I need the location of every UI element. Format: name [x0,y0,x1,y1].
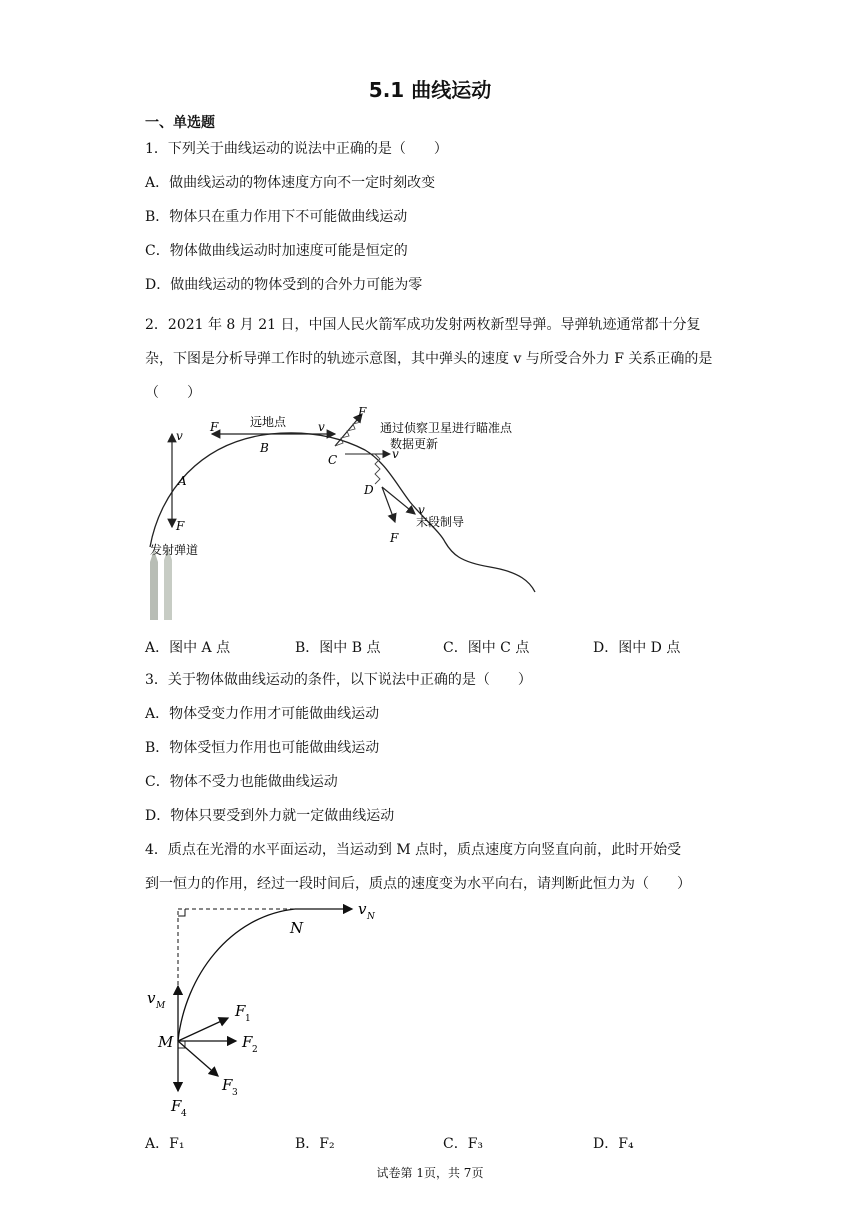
label-launch: 发射弹道 [150,543,199,557]
q3-option-b: B．物体受恒力作用也可能做曲线运动 [145,740,380,756]
label-d: D [364,483,374,497]
section-heading: 一、单选题 [145,115,215,131]
label-f-b: F [210,420,219,434]
label-vn: v [358,900,367,918]
label-f2: F [242,1033,253,1051]
label-n: N [290,919,304,937]
q4-option-a: A．F₁ [145,1136,185,1152]
label-terminal: 末段制导 [416,515,465,529]
missile-trajectory-figure [140,402,540,627]
label-v-d: v [418,503,425,517]
q2-option-a: A．图中 A 点 [145,640,231,656]
q1-option-b: B．物体只在重力作用下不可能做曲线运动 [145,209,408,225]
q3-option-a: A．物体受变力作用才可能做曲线运动 [145,706,380,722]
q4-option-c: C．F₃ [443,1136,484,1152]
label-f4-sub: 4 [181,1109,187,1119]
label-f-a: F [176,519,185,533]
label-v-b: v [318,420,325,434]
q1-option-a: A．做曲线运动的物体速度方向不一定时刻改变 [145,175,436,191]
q3-option-c: C．物体不受力也能做曲线运动 [145,774,338,790]
q4-stem-line1: 4．质点在光滑的水平面运动，当运动到 M 点时，质点速度方向竖直向前，此时开始受 [145,842,682,858]
q4-option-b: B．F₂ [295,1136,335,1152]
label-b: B [260,441,269,455]
q1-option-d: D．做曲线运动的物体受到的合外力可能为零 [145,277,423,293]
label-satellite: 通过侦察卫星进行瞄准点 [380,421,513,435]
label-f4: F [171,1097,182,1115]
label-f3: F [222,1076,233,1094]
q1-option-c: C．物体做曲线运动时加速度可能是恒定的 [145,243,408,259]
label-update: 数据更新 [390,437,439,451]
q2-option-d: D．图中 D 点 [593,640,681,656]
label-f-c: F [358,405,367,419]
label-v-a: v [176,429,183,443]
label-f1: F [235,1002,246,1020]
q1-stem: 1．下列关于曲线运动的说法中正确的是（ ） [145,141,448,157]
q2-option-b: B．图中 B 点 [295,640,381,656]
q2-option-c: C．图中 C 点 [443,640,530,656]
page-footer: 试卷第 1页，共 7页 [376,1166,484,1180]
q4-stem-line2: 到一恒力的作用，经过一段时间后，质点的速度变为水平向右，请判断此恒力为（ ） [145,876,691,892]
q2-options [145,637,745,657]
label-a: A [178,474,187,488]
label-m: M [158,1033,174,1051]
label-f1-sub: 1 [245,1014,251,1024]
force-direction-figure [140,896,400,1121]
q2-stem: 2．2021 年 8 月 21 日，中国人民火箭军成功发射两枚新型导弹。导弹轨迹通常都十分复杂，下图是分析导弹工作时的轨迹示意图，其中弹头的速度 v 与所受合外力 F 关系正确的是（ ） [145,317,713,401]
label-f-d: F [390,531,399,545]
q4-options [145,1133,745,1153]
label-vm: v [147,989,156,1007]
label-c: C [328,453,338,467]
label-vn-sub: N [367,912,375,922]
label-far-point: 远地点 [250,415,287,429]
label-vm-sub: M [156,1001,166,1011]
q3-stem: 3．关于物体做曲线运动的条件，以下说法中正确的是（ ） [145,672,532,688]
label-v-c: v [392,447,399,461]
q3-option-d: D．物体只要受到外力就一定做曲线运动 [145,808,395,824]
label-f2-sub: 2 [252,1045,258,1055]
page-title: 5.1 曲线运动 [368,78,492,102]
label-f3-sub: 3 [232,1088,238,1098]
q4-option-d: D．F₄ [593,1136,634,1152]
